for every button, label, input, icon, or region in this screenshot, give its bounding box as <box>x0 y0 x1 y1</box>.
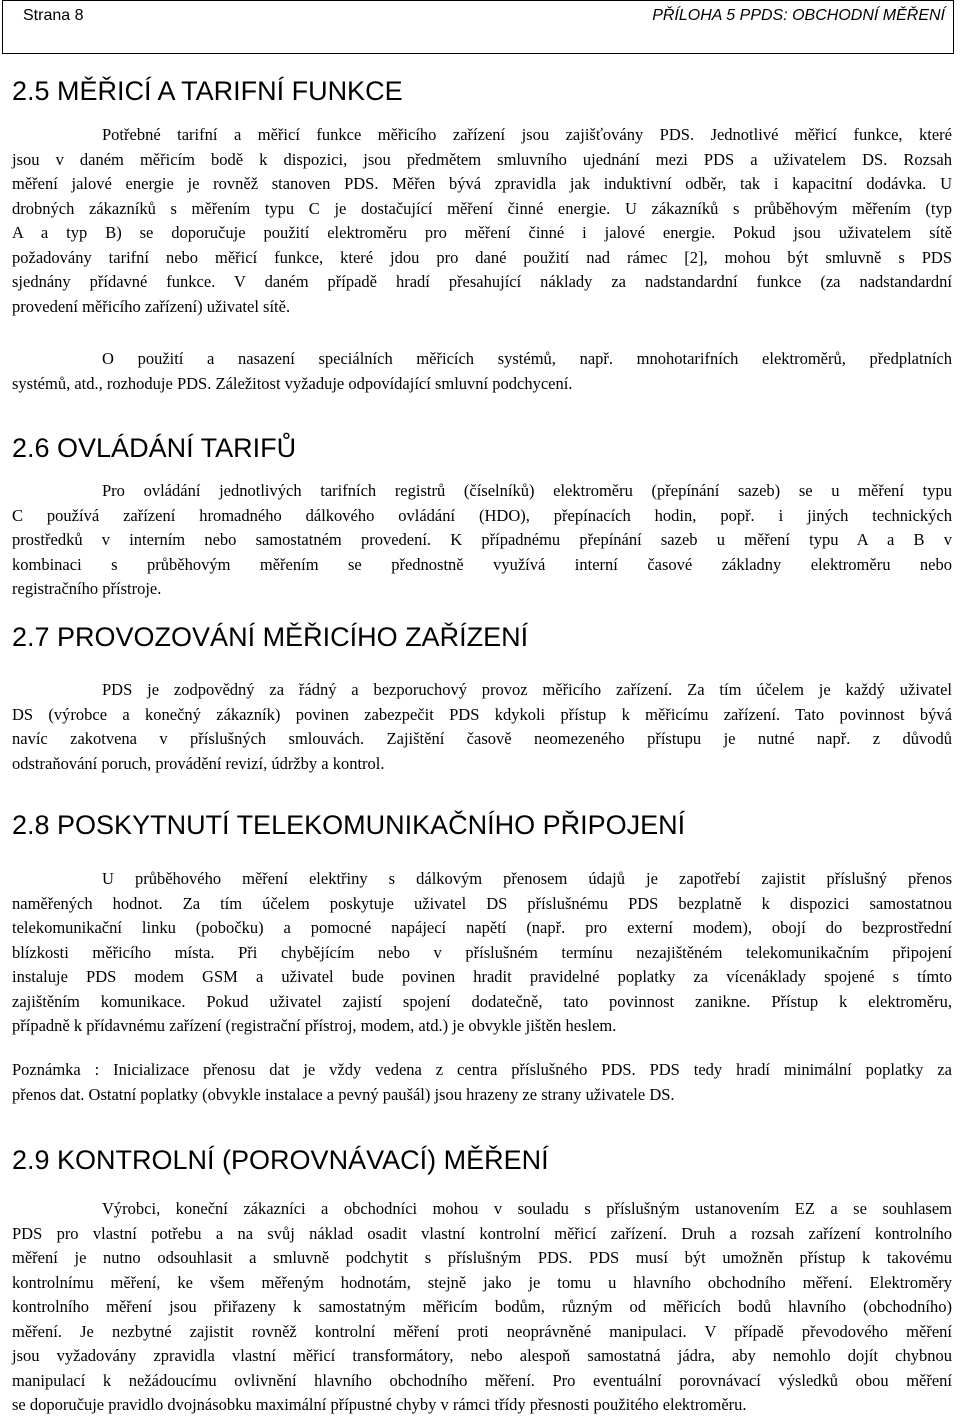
text-line: kombinaci s průběhovým měřením se přednostně využívá interní časové základny elektroměru nebo <box>12 554 952 574</box>
text-line: provedení měřicího zařízení) uživatel sítě. <box>12 296 291 316</box>
text-line: registračního přístroje. <box>12 579 162 598</box>
text-line: přenos dat. Ostatní poplatky (obvykle instalace a pevný paušál) jsou hrazeny ze strany uživatele DS. <box>12 1084 675 1104</box>
text-line: prostředků v interním nebo samostatném provedení. K případnému přepínání sazeb u měření typu A a B v <box>12 530 952 549</box>
text-line: sjednány přídavné funkce. V daném případě hradí přesahující náklady za nadstandardní funkce (za nadstandardní <box>12 272 952 291</box>
page-header <box>2 0 954 54</box>
text-line: jsou vyžadovány zpravidla vlastní měřicí transformátory, nebo alespoň samostatná jádra, aby nemohlo dojít chybnou <box>12 1346 952 1365</box>
text-line: A a typ B) se doporučuje použití elektroměru pro měření činné i jalové energie. Pokud jsou uživatelem sítě <box>12 223 952 242</box>
text-line: PDS pro vlastní potřebu a na svůj náklad osadit vlastní kontrolní měřicí zařízení. Druh a rozsah zařízení kontrolního <box>12 1223 952 1243</box>
section-heading-2-8: 2.8 POSKYTNUTÍ TELEKOMUNIKAČNÍHO PŘIPOJENÍ <box>12 810 686 840</box>
section-2-5-paragraph-2 <box>12 347 952 396</box>
text-line: navíc zakotvena v příslušných smlouvách. Zajištění časově neomezeného přístupu je nutné např. z důvodů <box>12 729 952 748</box>
text-line: jsou v daném měřicím bodě k dispozici, jsou předmětem smluvního ujednání mezi PDS a uživatelem DS. Rozsah <box>12 149 952 169</box>
text-line: DS (výrobce a konečný zákazník) povinen zabezpečit PDS kdykoli přístup k měřicímu zařízení. Tato povinnost bývá <box>12 704 952 724</box>
text-line: telekomunikační linku (pobočku) a pomocné napájecí napětí (např. pro externí modem), obojí do bezprostřední <box>12 918 952 937</box>
section-heading-2-6: 2.6 OVLÁDÁNÍ TARIFŮ <box>12 433 297 463</box>
text-line: O použití a nasazení speciálních měřicích systémů, např. mnohotarifních elektroměrů, předplatních <box>102 349 952 368</box>
text-line: systémů, atd., rozhoduje PDS. Záležitost vyžaduje odpovídající smluvní podchycení. <box>12 373 573 393</box>
text-line: Poznámka : Inicializace přenosu dat je vždy vedena z centra příslušného PDS. PDS tedy hradí minimální poplatky za <box>12 1060 952 1079</box>
section-heading-2-5: 2.5 MĚŘICÍ A TARIFNÍ FUNKCE <box>12 76 403 106</box>
text-line: měření jalové energie je rovněž stanoven PDS. Měřen bývá zpravidla jak induktivní odběr, tak i kapacitní dodávka. U <box>12 174 952 193</box>
text-line: odstraňování poruch, provádění revizí, údržby a kontrol. <box>12 753 385 773</box>
text-line: případně k přídavnému zařízení (registrační přístroj, modem, atd.) je obvykle jištěn heslem. <box>12 1016 617 1035</box>
text-line: Výrobci, koneční zákazníci a obchodníci mohou v souladu s příslušným ustanovením EZ a se souhlasem <box>102 1199 952 1218</box>
text-line: kontrolnímu měření, ke všem měřeným hodnotám, stejně jako je tomu u hlavního obchodního měření. Elektroměry <box>12 1272 952 1292</box>
page-number: Strana 8 <box>23 7 84 24</box>
text-line: zajištěním komunikace. Pokud uživatel zajistí spojení dodatečně, tato povinnost zanikne. Přístup k elektroměru, <box>12 991 952 1011</box>
text-line: U průběhového měření elektřiny s dálkovým přenosem údajů je zapotřebí zajistit příslušný přenos <box>102 869 952 888</box>
text-line: naměřených hodnot. Za tím účelem poskytuje uživatel DS příslušnému PDS bezplatně k dispozici samostatnou <box>12 893 952 913</box>
section-2-7-paragraph-1 <box>12 678 952 776</box>
section-2-6-paragraph-1 <box>12 479 952 602</box>
note-paragraph <box>12 1058 952 1107</box>
text-line: drobných zákazníků s měřením typu C je dostačující měření činné energie. U zákazníků s průběhovým měřením (typ <box>12 198 952 218</box>
text-line: měření. Je nezbytné zajistit rovněž kontrolní měření proti neoprávněné manipulaci. V případě převodového měření <box>12 1321 952 1341</box>
section-2-5-paragraph-1 <box>12 123 952 319</box>
text-line: Potřebné tarifní a měřicí funkce měřicího zařízení jsou zajišťovány PDS. Jednotlivé měřicí funkce, které <box>102 125 952 144</box>
text-line: instaluje PDS modem GSM a uživatel bude povinen hradit pravidelné poplatky za vícenáklady spojené s tímto <box>12 967 952 986</box>
text-line: požadovány tarifní nebo měřicí funkce, které jdou pro dané použití nad rámec [2], mohou být smluvně s PDS <box>12 247 952 267</box>
text-line: blízkosti měřicího místa. Při chybějícím nebo v příslušném termínu nezajištěném telekomunikačním připojení <box>12 942 952 962</box>
text-line: C používá zařízení hromadného dálkového ovládání (HDO), přepínacích hodin, popř. i jiných technických <box>12 505 952 525</box>
text-line: měření je nutno odsouhlasit a smluvně podchytit s příslušným PDS. PDS musí být umožněn přístup k takovému <box>12 1248 952 1267</box>
appendix-title: PŘÍLOHA 5 PPDS: OBCHODNÍ MĚŘENÍ <box>652 7 945 24</box>
section-2-9-paragraph-1 <box>12 1197 952 1418</box>
section-2-8-paragraph-1 <box>12 867 952 1039</box>
text-line: se doporučuje pravidlo dvojnásobku maximální přípustné chyby v rámci třídy přesnosti použitého elektroměru. <box>12 1395 747 1414</box>
text-line: PDS je zodpovědný za řádný a bezporuchový provoz měřicího zařízení. Za tím účelem je každý uživatel <box>102 680 952 699</box>
section-heading-2-9: 2.9 KONTROLNÍ (POROVNÁVACÍ) MĚŘENÍ <box>12 1145 549 1175</box>
section-heading-2-7: 2.7 PROVOZOVÁNÍ MĚŘICÍHO ZAŘÍZENÍ <box>12 622 529 652</box>
text-line: kontrolního měření jsou přiřazeny k samostatným měřicím bodům, různým od měřicích bodů hlavního (obchodního) <box>12 1297 952 1316</box>
text-line: Pro ovládání jednotlivých tarifních registrů (číselníků) elektroměru (přepínání sazeb) se u měření typu <box>102 481 952 500</box>
text-line: manipulací k nežádoucímu ovlivnění hlavního obchodního měření. Pro eventuální porovnávací výsledků obou měření <box>12 1370 952 1390</box>
